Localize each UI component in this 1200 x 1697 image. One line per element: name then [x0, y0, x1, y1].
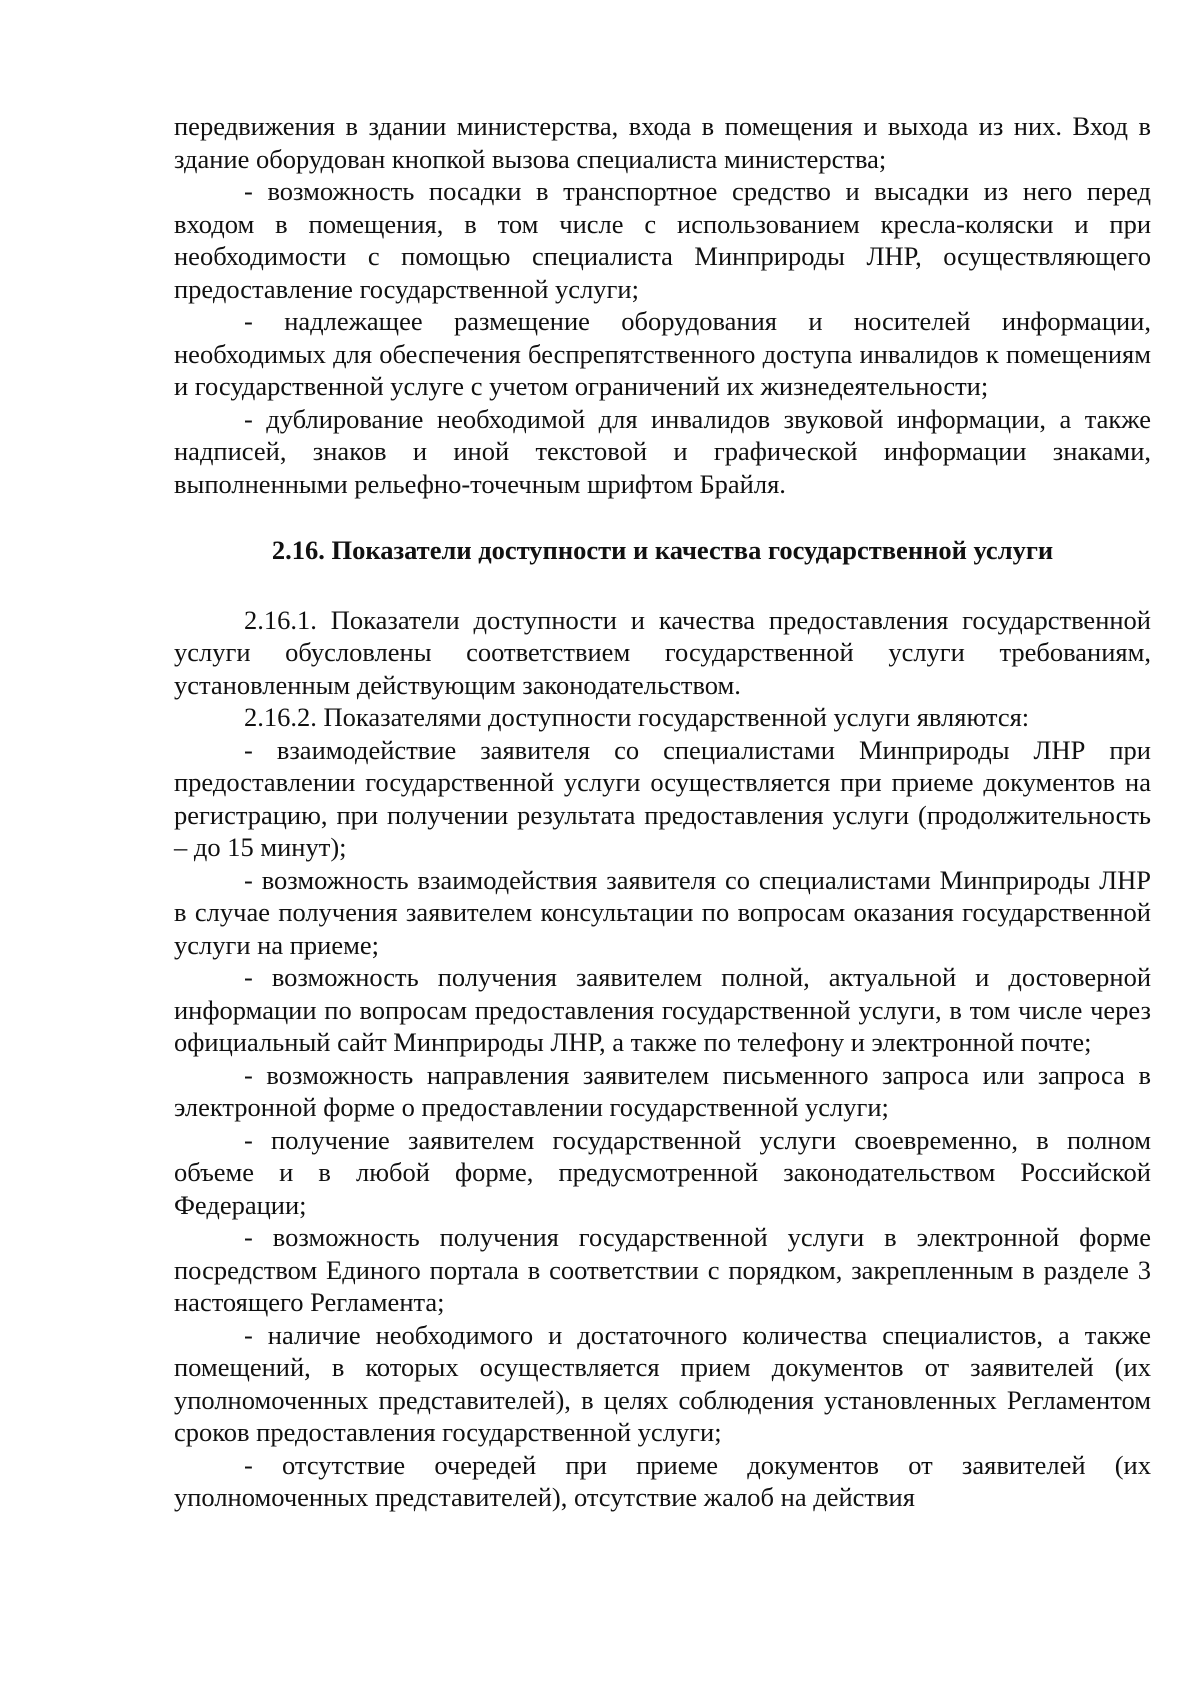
clause-2-16-2: 2.16.2. Показателями доступности государственной услуги являются:: [244, 702, 1030, 732]
list-item: - отсутствие очередей при приеме документов от заявителей (их уполномоченных представителей), отсутствие жалоб на действия: [174, 1449, 1151, 1512]
clause-2-16-1: 2.16.1. Показатели доступности и качества предоставления государственной услуги обусловлены соответствием государственной услуги требованиям, установленным действующим законодательством.: [174, 604, 1151, 700]
intro-paragraph: передвижения в здании министерства, входа в помещения и выхода из них. Вход в здание оборудован кнопкой вызова специалиста министерства;: [174, 111, 1151, 174]
document-body: [174, 110, 1151, 1514]
list-item: - надлежащее размещение оборудования и носителей информации, необходимых для обеспечения беспрепятственного доступа инвалидов к помещениям и государственной услуге с учетом ограничений их жизнедеятельности;: [174, 306, 1151, 401]
list-item: - получение заявителем государственной услуги своевременно, в полном объеме и в любой форме, предусмотренной законодательством Российской Федерации;: [174, 1124, 1151, 1220]
list-item: - возможность получения заявителем полной, актуальной и достоверной информации по вопросам предоставления государственной услуги, в том числе через официальный сайт Минприроды ЛНР, а также по телефону и электронной почте;: [174, 962, 1151, 1057]
list-item: - наличие необходимого и достаточного количества специалистов, а также помещений, в которых осуществляется прием документов от заявителей (их уполномоченных представителей), в целях соблюдения установленных Регламентом сроков предоставления государственной услуги;: [174, 1319, 1151, 1447]
list-item: - взаимодействие заявителя со специалистами Минприроды ЛНР при предоставлении государственной услуги осуществляется при приеме документов на регистрацию, при получении результата предоставления услуги (продолжительность – до 15 минут);: [174, 734, 1151, 862]
list-item: - возможность посадки в транспортное средство и высадки из него перед входом в помещения, в том числе с использованием кресла-коляски и при необходимости с помощью специалиста Минприроды ЛНР, осуществляющего предоставление государственной услуги;: [174, 176, 1151, 304]
list-item: - возможность получения государственной услуги в электронной форме посредством Единого портала в соответствии с порядком, закрепленным в разделе 3 настоящего Регламента;: [174, 1222, 1151, 1317]
list-item: - дублирование необходимой для инвалидов звуковой информации, а также надписей, знаков и иной текстовой и графической информации знаками, выполненными рельефно-точечным шрифтом Брайля.: [174, 403, 1151, 499]
list-item: - возможность взаимодействия заявителя со специалистами Минприроды ЛНР в случае получения заявителем консультации по вопросам оказания государственной услуги на приеме;: [174, 864, 1151, 960]
section-heading: 2.16. Показатели доступности и качества государственной услуги: [271, 535, 1054, 565]
list-item: - возможность направления заявителем письменного запроса или запроса в электронной форме о предоставлении государственной услуги;: [174, 1059, 1151, 1122]
